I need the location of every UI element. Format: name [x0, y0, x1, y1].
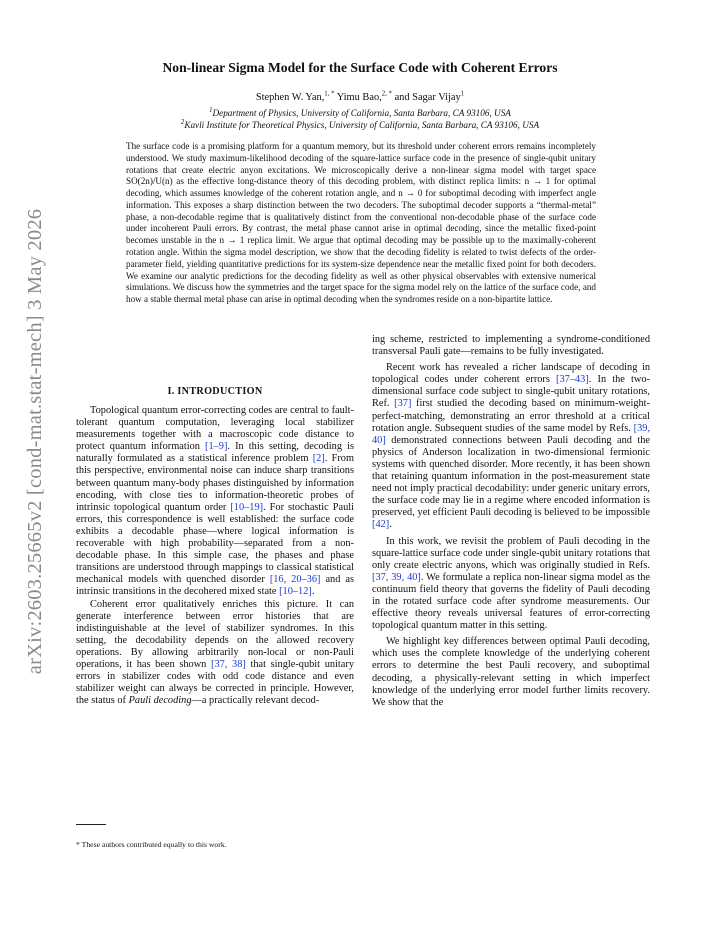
body-text: . We formulate a replica non-linear sigma model as the continuum field theory that governs the fidelity of Pauli decoding in the rotated surface code after syndrome measurements. Our effective theory reveals universal features of error-correcting topological quantum matter in this setting. [372, 571, 650, 632]
citation-link[interactable]: [10–19] [230, 501, 264, 513]
affiliation-mark: 2 [180, 118, 185, 126]
affiliation-mark: 1 [209, 106, 213, 114]
body-text: Topological quantum error-correcting codes are central to fault-tolerant quantum computation, leveraging local stabilizer measurements together with a macroscopic code distance to protect quantum information [76, 405, 354, 453]
affiliation-1 [90, 108, 630, 118]
citation-link[interactable]: [39, 40] [372, 422, 650, 446]
left-column [76, 386, 354, 707]
body-text: . From this perspective, environmental noise can induce sharp transitions between quantum many-body phases distinguished by information encoding, with close ties to information-theoretic probes of intrinsic topological quantum order [76, 453, 354, 513]
citation-link[interactable]: [37, 38] [211, 658, 246, 670]
intro-paragraph-2 [76, 599, 354, 708]
affiliation-2 [90, 120, 630, 130]
citation-link[interactable]: [37–43] [556, 374, 589, 386]
intro-paragraph-1 [76, 405, 354, 599]
right-column [372, 334, 650, 709]
author-name: Stephen W. Yan, [255, 92, 325, 103]
body-text: —a practically relevant decod- [191, 695, 320, 707]
body-text: and as intrinsic transitions in the decohered mixed state [76, 574, 355, 598]
body-text: demonstrated connections between Pauli decoding and the physics of Anderson localization in two-dimensional fermionic systems with quenched disorder. More recently, it has been shown that retaining quantum information in the post-measurement state need not imply practical decodability: under generic unitary errors, the surface code may lie in a regime where encoded information is preserved, yet efficient Pauli decoding is believed to be impossible [372, 434, 650, 519]
author-affiliation-mark: 2, * [381, 90, 392, 98]
author-list [90, 92, 630, 103]
arxiv-identifier-stamp [14, 206, 58, 676]
body-text: . In the two-dimensional surface code subject to single-qubit unitary rotations, Ref. [372, 374, 650, 410]
body-text: . In this setting, decoding is naturally formulated as a statistical inference problem [76, 441, 354, 465]
citation-link[interactable]: [42] [372, 519, 390, 531]
citation-link[interactable]: [10–12] [279, 586, 312, 598]
body-text: . For stochastic Pauli errors, this correspondence is well established: the surface code exhibits a decodable phase—where logical information is recoverable with high probability—separated from a non-decodable phase. In this simple case, the phases and phase transitions are understood through mappings to classical statistical mechanical models with quenched disorder [76, 501, 355, 586]
intro-paragraph-4 [372, 536, 650, 633]
abstract: The surface code is a promising platform for a quantum memory, but its threshold under coherent errors remains incompletely understood. We study maximum-likelihood decoding of the square-lattice surface code in the presence of single-qubit unitary rotations that create electric anyon excitations. We microscopically derive a non-linear sigma model with target space SO(2n)/U(n) as the effective long-distance theory of this decoding problem, with distinct replica limits: n → 1 for optimal decoding, which assumes knowledge of the coherent rotation angle, and n → 0 for suboptimal decoding with imperfect angle information. This exposes a sharp distinction between the two decoders. The suboptimal decoder supports a “thermal-metal” phase, a non-decodable regime that is qualitatively distinct from the conventional non-decodable phase of the surface code under incoherent Pauli errors. By contrast, the metal phase cannot arise in optimal decoding, since the metallic fixed-point becomes unstable in the n → 1 replica limit. We argue that optimal decoding may be possible up to the maximally-coherent rotation angle. Within the sigma model description, we show that the decoding fidelity is related to twist defects of the order-parameter field, yielding quantitative predictions for its system-size dependence near the metallic fixed point for both decoders. We examine our analytic predictions for the decoding fidelity as well as other physical observables with extensive numerical simulations. We discuss how the symmetries and the target space for the sigma model rely on the lattice of the surface code, and how a stable thermal metal phase can arise in optimal decoding when the syndromes reside on a non-bipartite lattice. [126, 141, 596, 305]
body-text: Coherent error qualitatively enriches this picture. It can generate interference between error histories that are indistinguishable at the level of stabilizer syndromes. In this setting, the decodability depends on the allowed recovery operations. By allowing arbitrarily non-local or non-Pauli operations, it has been shown [76, 598, 354, 670]
author-name: and Sagar Vijay [394, 92, 461, 103]
intro-paragraph-continued: ing scheme, restricted to implementing a syndrome-conditioned transversal Pauli gate—remains to be fully investigated. [372, 334, 650, 358]
citation-link[interactable]: [37] [394, 398, 412, 410]
arxiv-identifier-text: arXiv:2603.25665v2 [cond-mat.stat-mech] 3 May 2026 [24, 208, 47, 674]
citation-link[interactable]: [16, 20–36] [269, 574, 321, 586]
citation-link[interactable]: [1–9] [205, 441, 228, 453]
body-text: Recent work has revealed a richer landscape of decoding in topological codes under coherent errors [372, 362, 650, 386]
body-text: first studied the decoding based on minimum-weight-perfect-matching, demonstrating an error threshold at a critical rotation angle. Subsequent studies of the same model by Refs. [372, 398, 650, 434]
author-name: Yimu Bao, [336, 92, 382, 103]
footnote-equal-contribution: * These authors contributed equally to this work. [76, 840, 227, 849]
author-affiliation-mark: 1, * [324, 90, 335, 98]
affiliation-text: Department of Physics, University of California, Santa Barbara, CA 93106, USA [212, 108, 511, 118]
footnote-divider [76, 824, 106, 825]
section-heading-introduction: I. INTRODUCTION [167, 386, 263, 397]
citation-link[interactable]: [37, 39, 40] [372, 571, 421, 583]
emphasized-text: Pauli decoding [128, 695, 192, 707]
citation-link[interactable]: [2] [312, 453, 325, 465]
body-text: In this work, we revisit the problem of Pauli decoding in the square-lattice surface code under single-qubit unitary rotations that only create electric anyons, which was originally studied in Refs. [372, 535, 650, 571]
affiliation-text: Kavli Institute for Theoretical Physics, University of California, Santa Barbara, CA 93106, USA [184, 120, 540, 130]
paper-title: Non-linear Sigma Model for the Surface Code with Coherent Errors [162, 60, 558, 75]
body-text: . [389, 519, 392, 531]
body-text: We highlight key differences between optimal Pauli decoding, which uses the complete knowledge of the underlying coherent errors to determine the best Pauli recovery, and suboptimal decoding, a physically-relevant setting in which imperfect knowledge of the underlying error model further limits recovery. We show that the [372, 636, 650, 708]
intro-paragraph-5 [372, 636, 650, 709]
body-text: that single-qubit unitary errors in stabilizer codes with odd code distance and even stabilizer weight can always be corrected in principle. However, the status of [76, 658, 355, 707]
body-text: . [311, 586, 315, 598]
author-affiliation-mark: 1 [460, 90, 465, 98]
intro-paragraph-3 [372, 362, 650, 531]
